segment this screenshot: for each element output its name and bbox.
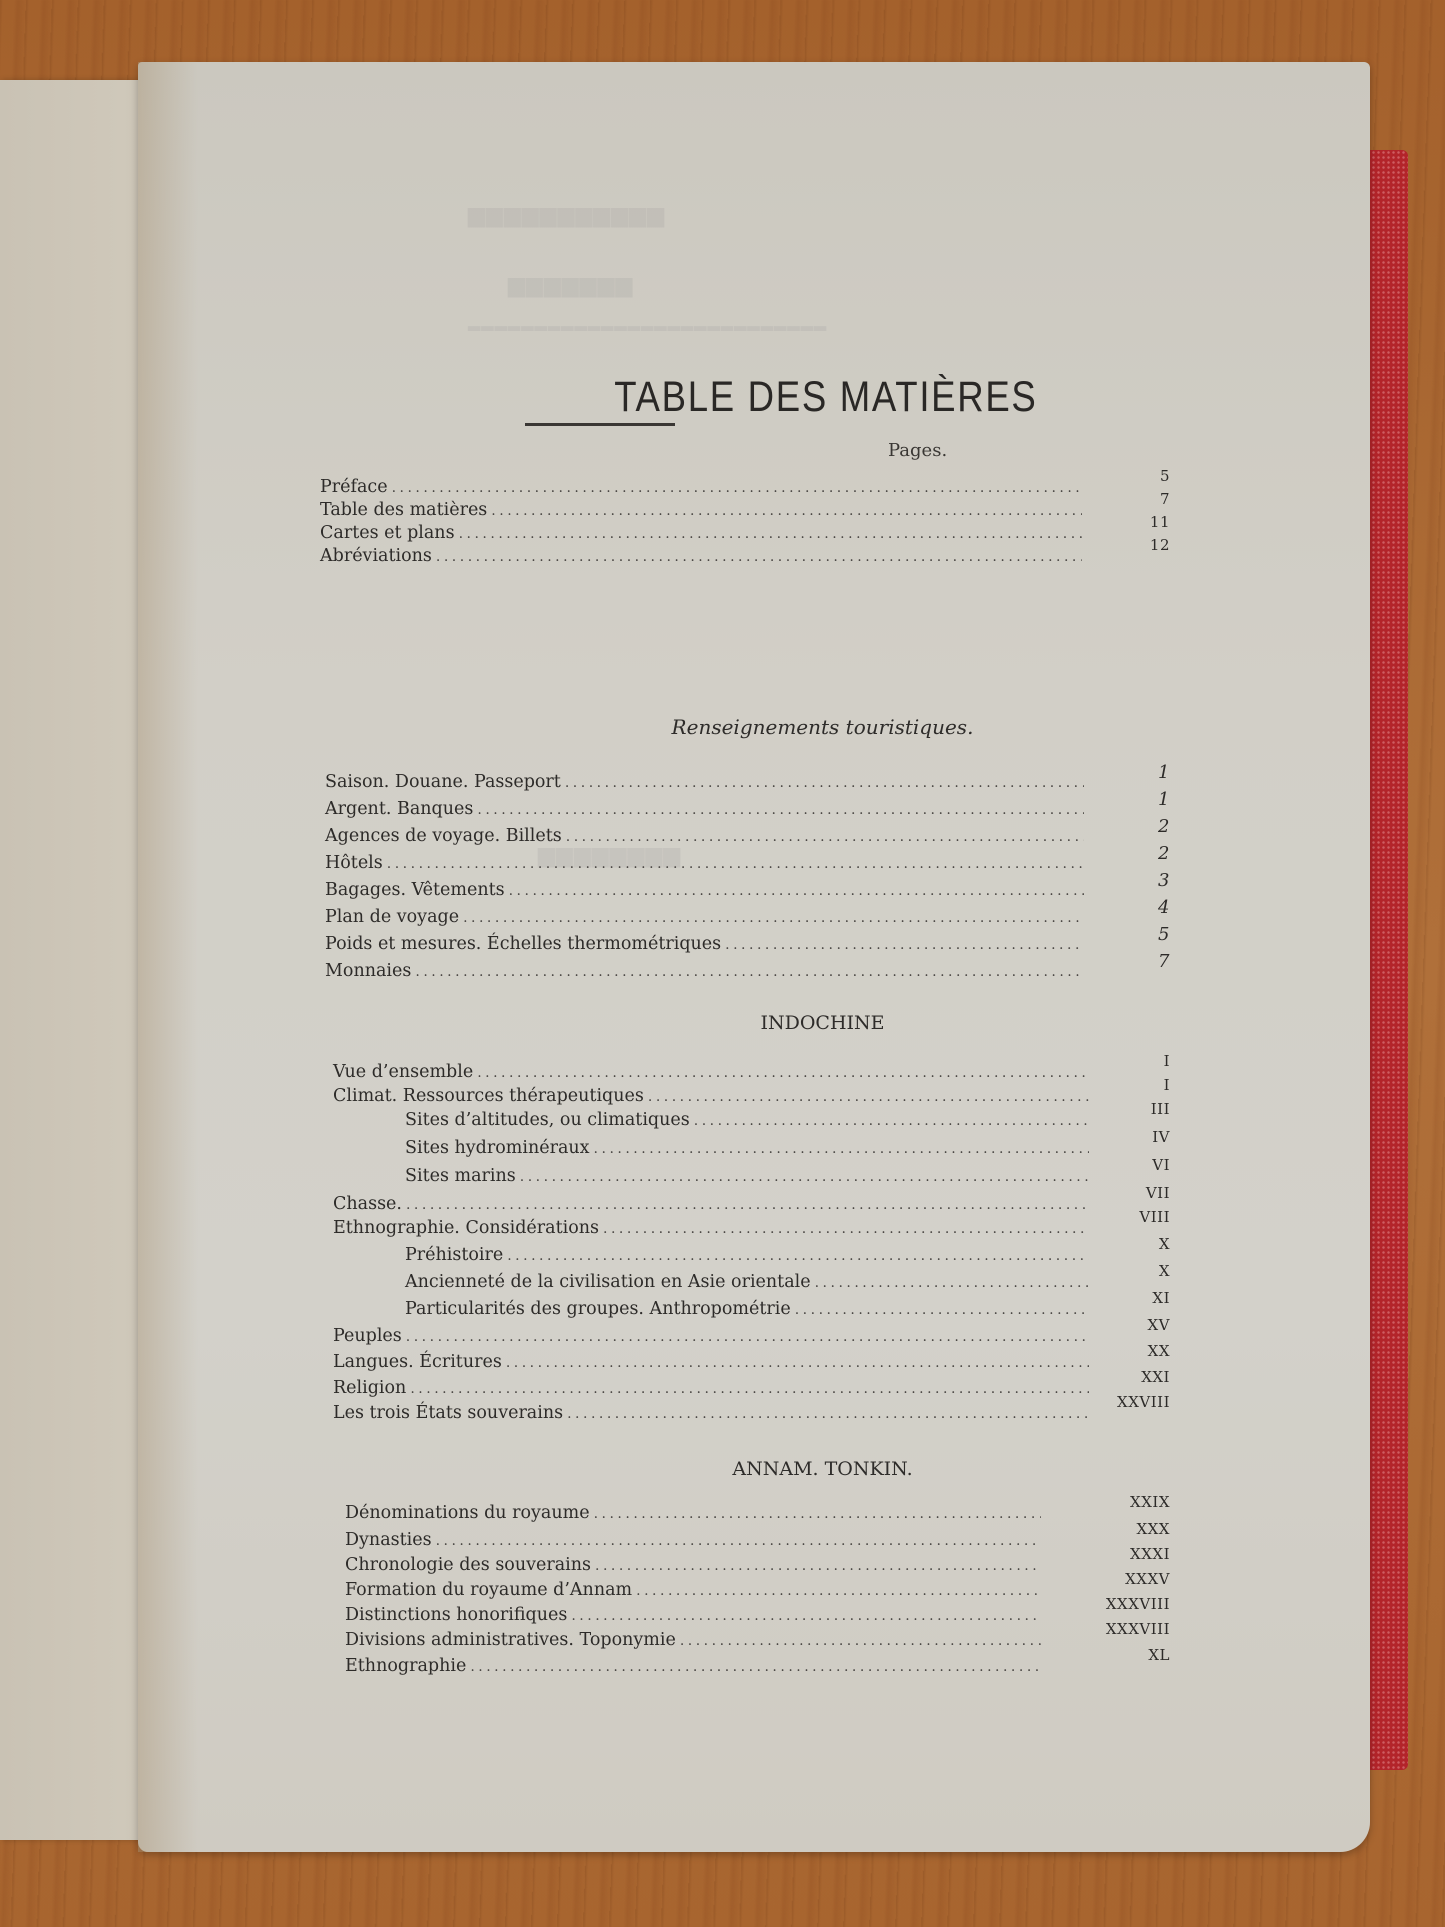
- toc-entry: [333, 1316, 1170, 1348]
- show-through-bleed: ▆▆▆▆▆▆▆: [508, 272, 634, 298]
- toc-entry-page-number: 5: [1158, 924, 1170, 945]
- toc-entry-label: Les trois États souverains: [333, 1403, 564, 1423]
- toc-entry-page-number: 3: [1158, 870, 1170, 891]
- toc-entry-label: Distinctions honorifiques: [345, 1605, 568, 1625]
- dot-leader: [463, 910, 1084, 926]
- toc-entry-page-number: XXI: [1141, 1368, 1170, 1386]
- toc-entry-page-number: 11: [1149, 513, 1170, 531]
- toc-entry-page-number: 7: [1158, 951, 1170, 972]
- toc-entry-page-number: XXXVIII: [1105, 1595, 1170, 1613]
- toc-entry-page-number: XXXV: [1125, 1570, 1170, 1588]
- dot-leader: [567, 1406, 1089, 1422]
- toc-entry: [325, 897, 1170, 929]
- toc-entry-label: Religion: [333, 1378, 407, 1398]
- show-through-bleed: ▆▆▆▆▆▆▆▆: [538, 842, 682, 868]
- toc-entry: [325, 843, 1170, 875]
- toc-entry-label: Préhistoire: [405, 1245, 504, 1265]
- toc-entry-label: Climat. Ressources thérapeutiques: [333, 1086, 644, 1106]
- toc-entry: [325, 762, 1170, 794]
- toc-entry-label: Préface: [320, 477, 388, 497]
- section-heading: INDOCHINE: [760, 1012, 885, 1034]
- toc-entry-page-number: 2: [1158, 816, 1170, 837]
- toc-entry-page-number: III: [1150, 1100, 1170, 1118]
- section-heading: ANNAM. TONKIN.: [732, 1458, 913, 1480]
- dot-leader: [507, 1248, 1089, 1264]
- dot-leader: [392, 480, 1082, 496]
- toc-entry-label: Hôtels: [325, 853, 383, 873]
- toc-entry-label: Argent. Banques: [325, 799, 474, 819]
- toc-entry-label: Dynasties: [345, 1530, 432, 1550]
- dot-leader: [436, 549, 1082, 565]
- toc-entry-page-number: I: [1163, 1076, 1170, 1094]
- toc-entry-page-number: 1: [1158, 762, 1170, 783]
- toc-entry-label: Abréviations: [320, 546, 432, 566]
- toc-entry: [333, 1184, 1170, 1216]
- toc-entry-label: Saison. Douane. Passeport: [325, 772, 561, 792]
- toc-entry: [345, 1493, 1170, 1525]
- toc-entry: [333, 1052, 1170, 1084]
- dot-leader: [406, 1329, 1089, 1345]
- toc-entry-page-number: VI: [1152, 1156, 1170, 1174]
- toc-entry-page-number: 12: [1149, 536, 1170, 554]
- dot-leader: [410, 1381, 1089, 1397]
- dot-leader: [815, 1275, 1089, 1291]
- toc-entry-label: Cartes et plans: [320, 523, 455, 543]
- toc-entry-page-number: XXVIII: [1117, 1393, 1170, 1411]
- dot-leader: [506, 1355, 1089, 1371]
- section-heading: Renseignements touristiques.: [671, 715, 974, 739]
- toc-entry: [325, 789, 1170, 821]
- toc-entry-page-number: XXX: [1136, 1520, 1170, 1538]
- toc-entry-page-number: X: [1158, 1235, 1170, 1253]
- toc-entry-page-number: IV: [1152, 1128, 1170, 1146]
- dot-leader: [571, 1608, 1041, 1624]
- toc-entry-label: Ancienneté de la civilisation en Asie orientale: [405, 1272, 811, 1292]
- dot-leader: [795, 1302, 1089, 1318]
- toc-entry: [345, 1545, 1170, 1577]
- pages-column-header: Pages.: [888, 440, 948, 461]
- toc-entry: [345, 1595, 1170, 1627]
- toc-entry-label: Chasse.: [333, 1194, 402, 1214]
- toc-entry-page-number: XX: [1147, 1342, 1170, 1360]
- toc-entry-page-number: VIII: [1139, 1208, 1170, 1226]
- toc-entry: [345, 1620, 1170, 1652]
- toc-entry: [405, 1100, 1170, 1132]
- toc-entry-label: Poids et mesures. Échelles thermométriques: [325, 934, 722, 954]
- page-title: TABLE DES MATIÈRES: [614, 373, 1038, 421]
- toc-entry: [345, 1520, 1170, 1552]
- dot-leader: [566, 829, 1084, 845]
- toc-entry-page-number: XI: [1152, 1289, 1170, 1307]
- toc-entry: [345, 1570, 1170, 1602]
- dot-leader: [436, 1533, 1041, 1549]
- toc-entry-label: Agences de voyage. Billets: [325, 826, 562, 846]
- toc-entry-label: Plan de voyage: [325, 907, 460, 927]
- toc-entry-label: Monnaies: [325, 961, 412, 981]
- toc-entry: [345, 1646, 1170, 1678]
- dot-leader: [680, 1633, 1041, 1649]
- dot-leader: [509, 883, 1084, 899]
- toc-entry: [405, 1156, 1170, 1188]
- dot-leader: [595, 1558, 1041, 1574]
- dot-leader: [387, 856, 1084, 872]
- toc-entry-page-number: XXXVIII: [1105, 1620, 1170, 1638]
- toc-entry-label: Bagages. Vêtements: [325, 880, 505, 900]
- dot-leader: [477, 802, 1084, 818]
- toc-entry-page-number: 7: [1159, 490, 1170, 508]
- dot-leader: [636, 1583, 1041, 1599]
- toc-entry: [333, 1342, 1170, 1374]
- dot-leader: [694, 1113, 1089, 1129]
- show-through-bleed: ▂▂▂▂▂▂▂▂▂▂▂▂▂▂▂▂▂▂▂▂▂▂▂▂▂▂▂: [468, 312, 828, 331]
- toc-entry-label: Particularités des groupes. Anthropométrie: [405, 1299, 791, 1319]
- dot-leader: [648, 1089, 1089, 1105]
- dot-leader: [459, 526, 1082, 542]
- toc-entry-page-number: X: [1158, 1262, 1170, 1280]
- dot-leader: [565, 775, 1084, 791]
- dot-leader: [594, 1506, 1041, 1522]
- toc-entry-page-number: I: [1163, 1052, 1170, 1070]
- toc-entry: [405, 1262, 1170, 1294]
- dot-leader: [725, 937, 1084, 953]
- dot-leader: [520, 1169, 1089, 1185]
- toc-entry-label: Ethnographie. Considérations: [333, 1218, 599, 1238]
- toc-entry-label: Sites hydrominéraux: [405, 1138, 590, 1158]
- show-through-bleed: ▆▆▆▆▆▆▆▆▆▆▆: [468, 202, 666, 228]
- toc-entry-page-number: 2: [1158, 843, 1170, 864]
- toc-entry-label: Sites d’altitudes, ou climatiques: [405, 1110, 690, 1130]
- toc-entry-label: Chronologie des souverains: [345, 1555, 591, 1575]
- toc-entry-label: Vue d’ensemble: [333, 1062, 474, 1082]
- toc-entry-label: Divisions administratives. Toponymie: [345, 1630, 676, 1650]
- toc-entry-page-number: VII: [1145, 1184, 1170, 1202]
- toc-entry: [325, 951, 1170, 983]
- toc-entry: [325, 816, 1170, 848]
- title-divider: [525, 423, 675, 426]
- toc-entry-label: Table des matières: [320, 500, 488, 520]
- toc-entry: [333, 1368, 1170, 1400]
- toc-entry: [325, 870, 1170, 902]
- toc-entry-page-number: XL: [1148, 1646, 1170, 1664]
- toc-entry: [405, 1289, 1170, 1321]
- toc-entry: [333, 1076, 1170, 1108]
- toc-entry-label: Sites marins: [405, 1166, 516, 1186]
- dot-leader: [594, 1141, 1089, 1157]
- toc-entry-label: Langues. Écritures: [333, 1352, 502, 1372]
- toc-entry: [405, 1128, 1170, 1160]
- toc-entry-label: Ethnographie: [345, 1656, 467, 1676]
- toc-entry-page-number: XXIX: [1130, 1493, 1170, 1511]
- dot-leader: [477, 1065, 1089, 1081]
- toc-entry: [333, 1208, 1170, 1240]
- dot-leader: [415, 964, 1084, 980]
- dot-leader: [491, 503, 1082, 519]
- toc-entry: [320, 536, 1170, 568]
- toc-entry-label: Peuples: [333, 1326, 402, 1346]
- toc-entry-label: Dénominations du royaume: [345, 1503, 590, 1523]
- toc-entry: [333, 1393, 1170, 1425]
- toc-entry-page-number: XXXI: [1130, 1545, 1170, 1563]
- toc-entry-page-number: 4: [1158, 897, 1170, 918]
- toc-entry-page-number: 1: [1158, 789, 1170, 810]
- dot-leader: [406, 1197, 1089, 1213]
- dot-leader: [470, 1659, 1041, 1675]
- toc-entry-label: Formation du royaume d’Annam: [345, 1580, 633, 1600]
- toc-entry-page-number: XV: [1147, 1316, 1170, 1334]
- dot-leader: [603, 1221, 1089, 1237]
- toc-entry: [325, 924, 1170, 956]
- toc-entry: [320, 467, 1170, 499]
- toc-entry: [405, 1235, 1170, 1267]
- toc-entry-page-number: 5: [1159, 467, 1170, 485]
